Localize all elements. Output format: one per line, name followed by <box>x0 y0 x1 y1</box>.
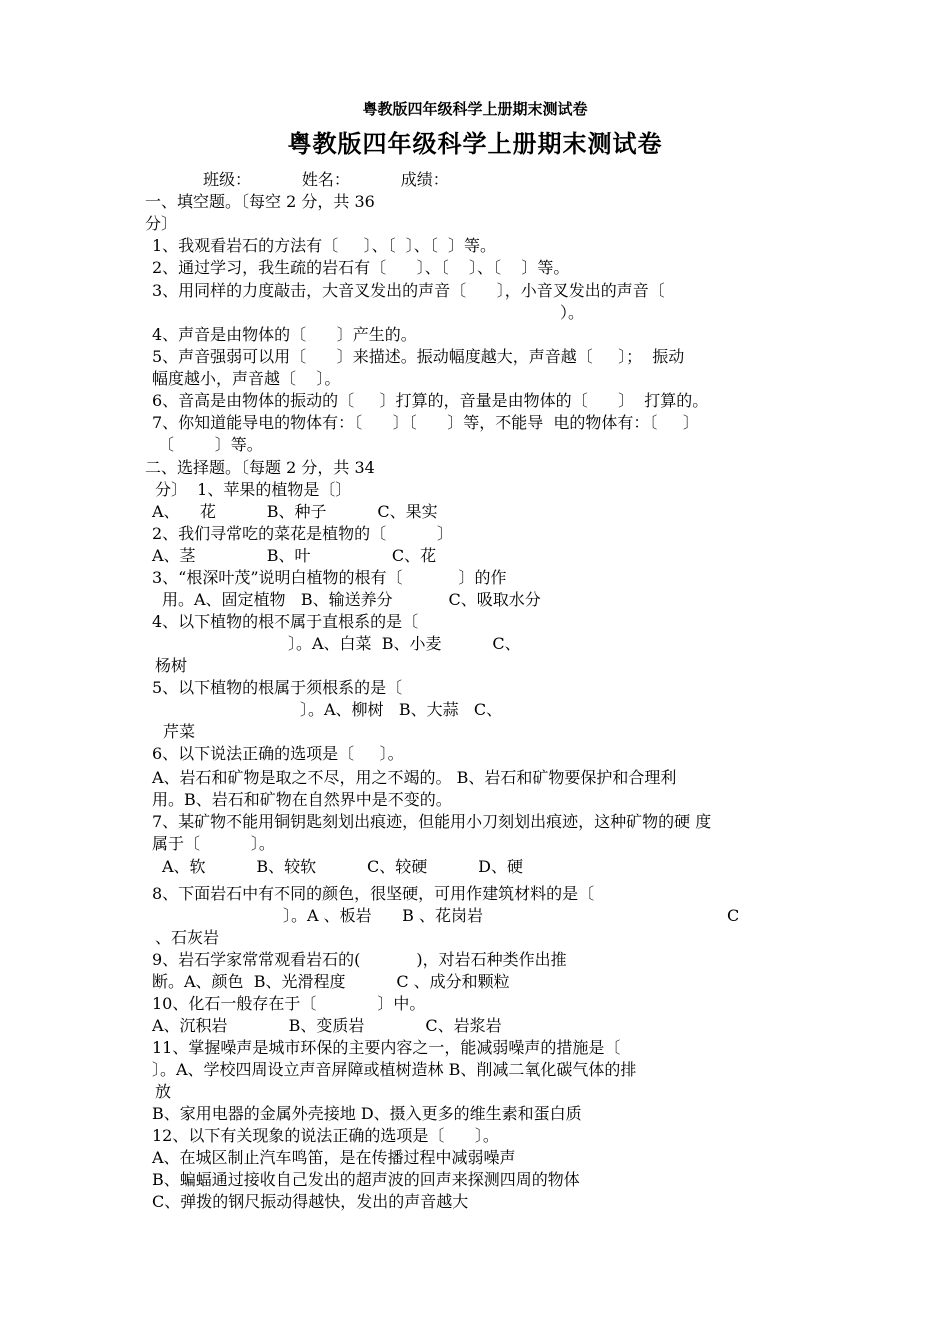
answer-options: 用。A、固定植物 B、输送养分 C、吸取水分 <box>162 590 541 609</box>
answer-option: B、蝙蝠通过接收自己发出的超声波的回声来探测四周的物体 <box>152 1170 580 1189</box>
answer-options-cont: 芹菜 <box>163 722 196 741</box>
answer-option: C、弹拨的钢尺振动得越快，发出的声音越大 <box>152 1192 469 1211</box>
question-line: 9、岩石学家常常观看岩石的( )，对岩石种类作出推 <box>152 950 567 969</box>
question-line: 3、“根深叶茂”说明白植物的根有〔 〕的作 <box>152 568 507 587</box>
section-heading-cont: 分〕 <box>145 214 178 233</box>
student-info-line: 班级： 姓名： 成绩： <box>203 170 449 189</box>
answer-options-cont: 、石灰岩 <box>155 928 220 947</box>
answer-options: A、 花 B、种子 C、果实 <box>152 502 438 521</box>
answer-options: 〕。A、柳树 B、大蒜 C、 <box>300 700 503 719</box>
section-heading: 一、填空题。〔每空 2 分，共 36 <box>145 192 375 211</box>
answer-options: 〕。A 、板岩 B 、花岗岩 <box>283 906 484 925</box>
question-line-cont: ）。 <box>560 303 585 322</box>
question-line: 11、掌握噪声是城市环保的主要内容之一，能减弱噪声的措施是〔 <box>152 1038 621 1057</box>
answer-options-cont: 杨树 <box>155 656 188 675</box>
answer-options: 〕。A、白菜 B、小麦 C、 <box>288 634 521 653</box>
answer-options: A、沉积岩 B、变质岩 C、岩浆岩 <box>152 1016 502 1035</box>
answer-options: A、岩石和矿物是取之不尽，用之不竭的。 B、岩石和矿物要保护和合理利 <box>152 768 677 787</box>
question-line-cont: 幅度越小，声音越〔 〕。 <box>152 369 341 388</box>
question-line: 2、通过学习，我生疏的岩石有〔 〕、〔 〕、〔 〕等。 <box>152 258 570 277</box>
question-line-cont: 属于〔 〕。 <box>152 834 275 853</box>
question-line: 分〕 1、苹果的植物是〔〕 <box>155 480 352 499</box>
answer-options: 断。A、颜色 B、光滑程度 C 、成分和颗粒 <box>152 972 510 991</box>
answer-options: A、茎 B、叶 C、花 <box>152 546 437 565</box>
question-line: 3、用同样的力度敲击，大音叉发出的声音〔 〕，小音叉发出的声音〔 <box>152 281 665 300</box>
question-line: 5、以下植物的根属于须根系的是〔 <box>152 678 403 697</box>
question-line: 7、你知道能导电的物体有：〔 〕〔 〕等，不能导 电的物体有：〔 〕 <box>152 413 699 432</box>
question-line: 8、下面岩石中有不同的颜色，很坚硬，可用作建筑材料的是〔 <box>152 884 595 903</box>
question-line: 10、化石一般存在于〔 〕中。 <box>152 994 426 1013</box>
answer-options-cont: 放 <box>155 1082 172 1101</box>
question-line: 6、音高是由物体的振动的〔 〕打算的，音量是由物体的〔 〕 打算的。 <box>152 391 709 410</box>
question-line: 5、声音强弱可以用〔 〕来描述。振动幅度越大，声音越〔 〕； 振动 <box>152 347 685 366</box>
question-line: 2、我们寻常吃的菜花是植物的〔 〕 <box>152 524 454 543</box>
answer-option-c-label: C <box>727 906 740 925</box>
page-title: 粤教版四年级科学上册期末测试卷 <box>287 129 663 158</box>
question-line: 6、以下说法正确的选项是〔 〕。 <box>152 744 404 763</box>
section-heading: 二、选择题。〔每题 2 分，共 34 <box>145 458 375 477</box>
question-line: 7、某矿物不能用铜钥匙刻划出痕迹，但能用小刀刻划出痕迹，这种矿物的硬 度 <box>152 812 712 831</box>
answer-option: A、在城区制止汽车鸣笛，是在传播过程中减弱噪声 <box>152 1148 516 1167</box>
question-line: 4、以下植物的根不属于直根系的是〔 <box>152 612 419 631</box>
header-small-title: 粤教版四年级科学上册期末测试卷 <box>362 100 588 118</box>
answer-options-cont: 用。B、岩石和矿物在自然界中是不变的。 <box>152 790 452 809</box>
question-line-cont: 〔 〕等。 <box>158 435 263 454</box>
question-line: 1、我观看岩石的方法有〔 〕、〔 〕、〔 〕等。 <box>152 236 496 255</box>
question-line: 12、以下有关现象的说法正确的选项是〔 〕。 <box>152 1126 499 1145</box>
answer-options: B、家用电器的金属外壳接地 D、摄入更多的维生素和蛋白质 <box>152 1104 582 1123</box>
answer-options: A、软 B、较软 C、较硬 D、硬 <box>162 857 523 876</box>
question-line: 4、声音是由物体的〔 〕产生的。 <box>152 325 417 344</box>
answer-options: 〕。A、学校四周设立声音屏障或植树造林 B、削减二氧化碳气体的排 <box>152 1060 637 1079</box>
